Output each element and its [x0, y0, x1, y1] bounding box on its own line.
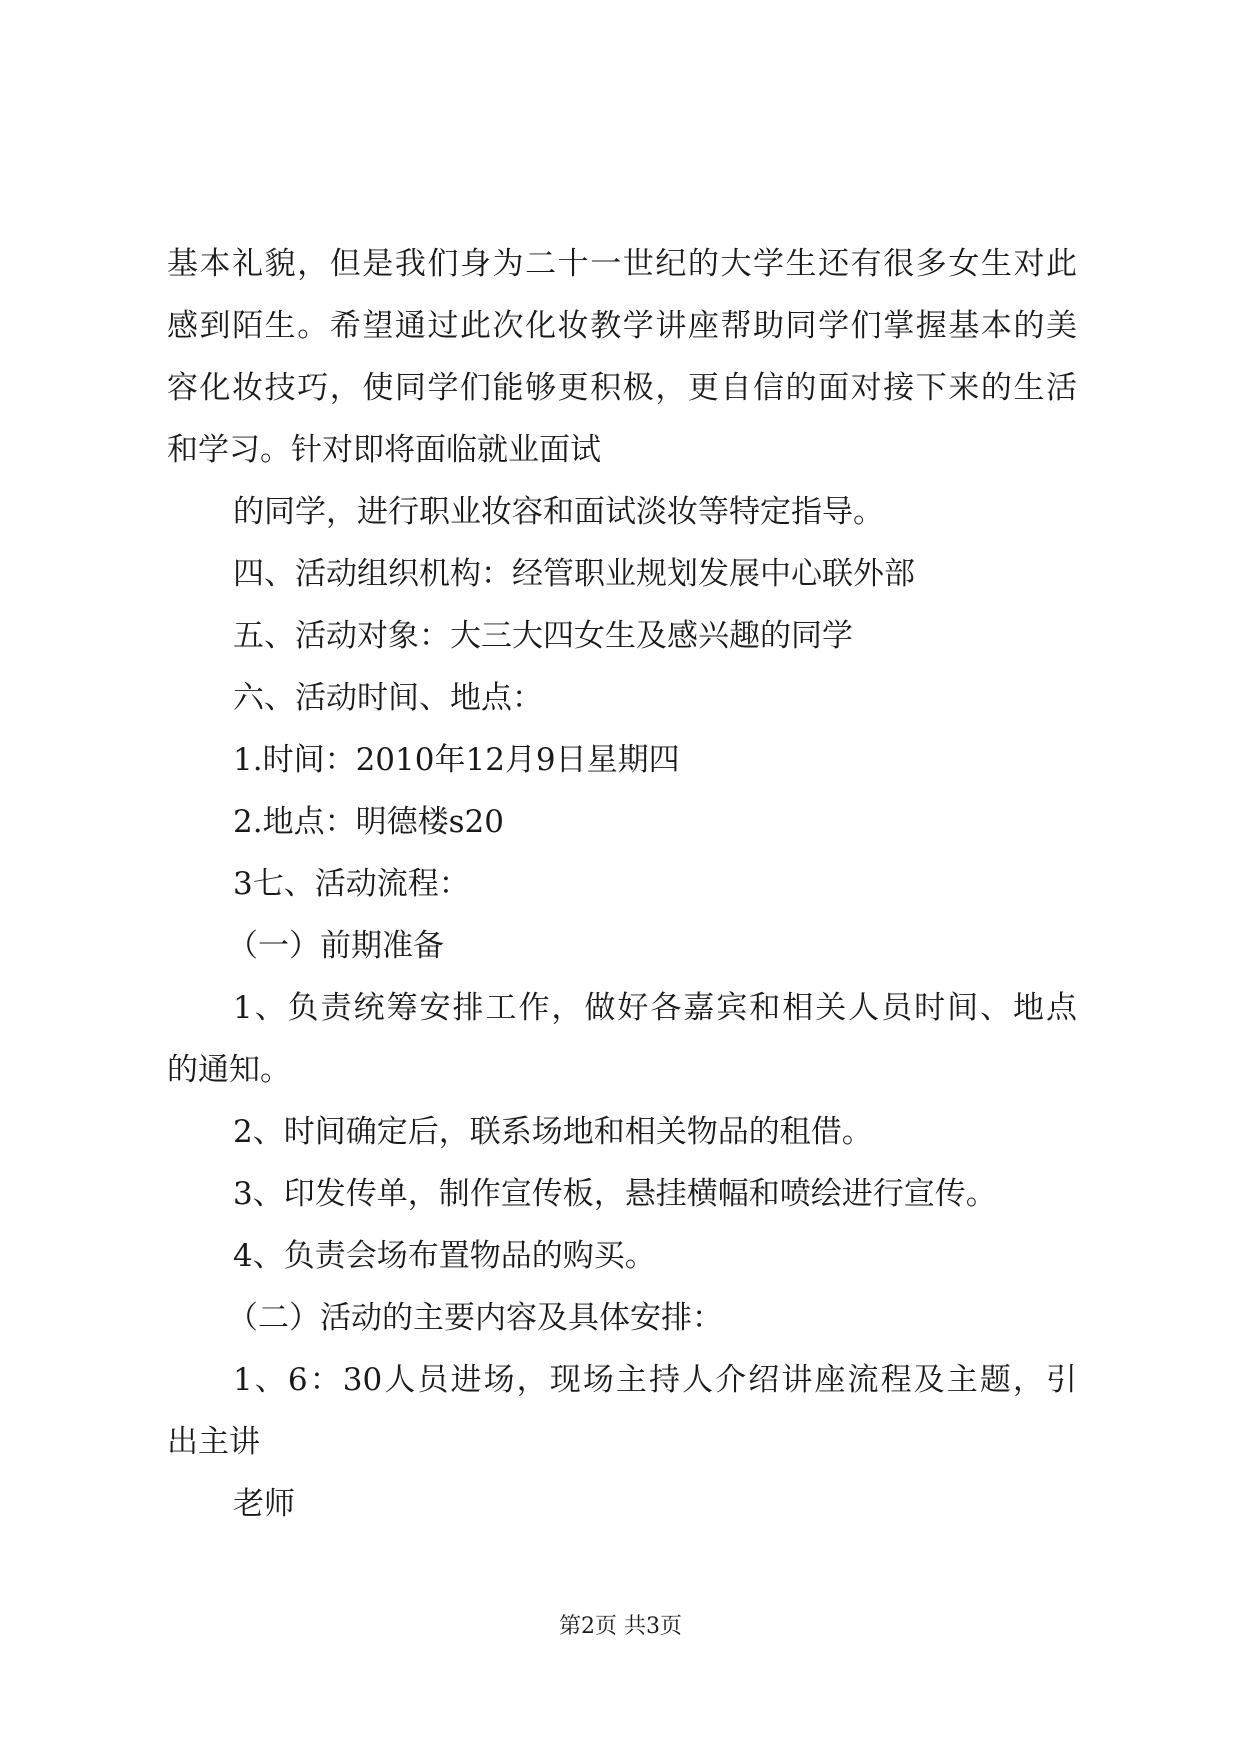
section-heading: 五、活动对象：大三大四女生及感兴趣的同学 — [233, 618, 853, 654]
subsection-heading: （二）活动的主要内容及具体安排： — [227, 1300, 723, 1336]
paragraph-line: 的同学，进行职业妆容和面试淡妆等特定指导。 — [233, 494, 884, 530]
paragraph-line: 感到陌生。希望通过此次化妆教学讲座帮助同学们掌握基本的美 — [167, 308, 1077, 344]
section-heading: 四、活动组织机构：经管职业规划发展中心联外部 — [233, 556, 915, 592]
list-item-continuation: 的通知。 — [167, 1052, 291, 1088]
document-body — [167, 233, 1077, 1535]
list-item: 2、时间确定后，联系场地和相关物品的租借。 — [233, 1114, 873, 1150]
list-item: 1.时间：2010年12月9日星期四 — [233, 742, 680, 778]
paragraph-line: 和学习。针对即将面临就业面试 — [167, 432, 601, 468]
section-heading: 3七、活动流程： — [233, 866, 470, 902]
list-item-continuation: 老师 — [233, 1486, 295, 1522]
subsection-heading: （一）前期准备 — [227, 928, 444, 964]
list-item: 1、负责统筹安排工作，做好各嘉宾和相关人员时间、地点 — [233, 990, 1077, 1026]
paragraph-line: 基本礼貌，但是我们身为二十一世纪的大学生还有很多女生对此 — [167, 246, 1077, 282]
list-item: 3、印发传单，制作宣传板，悬挂横幅和喷绘进行宣传。 — [233, 1176, 997, 1212]
list-item: 4、负责会场布置物品的购买。 — [233, 1238, 656, 1274]
paragraph-line: 容化妆技巧，使同学们能够更积极，更自信的面对接下来的生活 — [167, 370, 1077, 406]
list-item: 2.地点：明德楼s20 — [233, 804, 504, 840]
page-number-footer: 第2页 共3页 — [559, 1614, 682, 1639]
list-item-continuation: 出主讲 — [167, 1424, 260, 1460]
list-item: 1、6：30人员进场，现场主持人介绍讲座流程及主题，引 — [233, 1362, 1077, 1398]
section-heading: 六、活动时间、地点： — [233, 680, 543, 716]
